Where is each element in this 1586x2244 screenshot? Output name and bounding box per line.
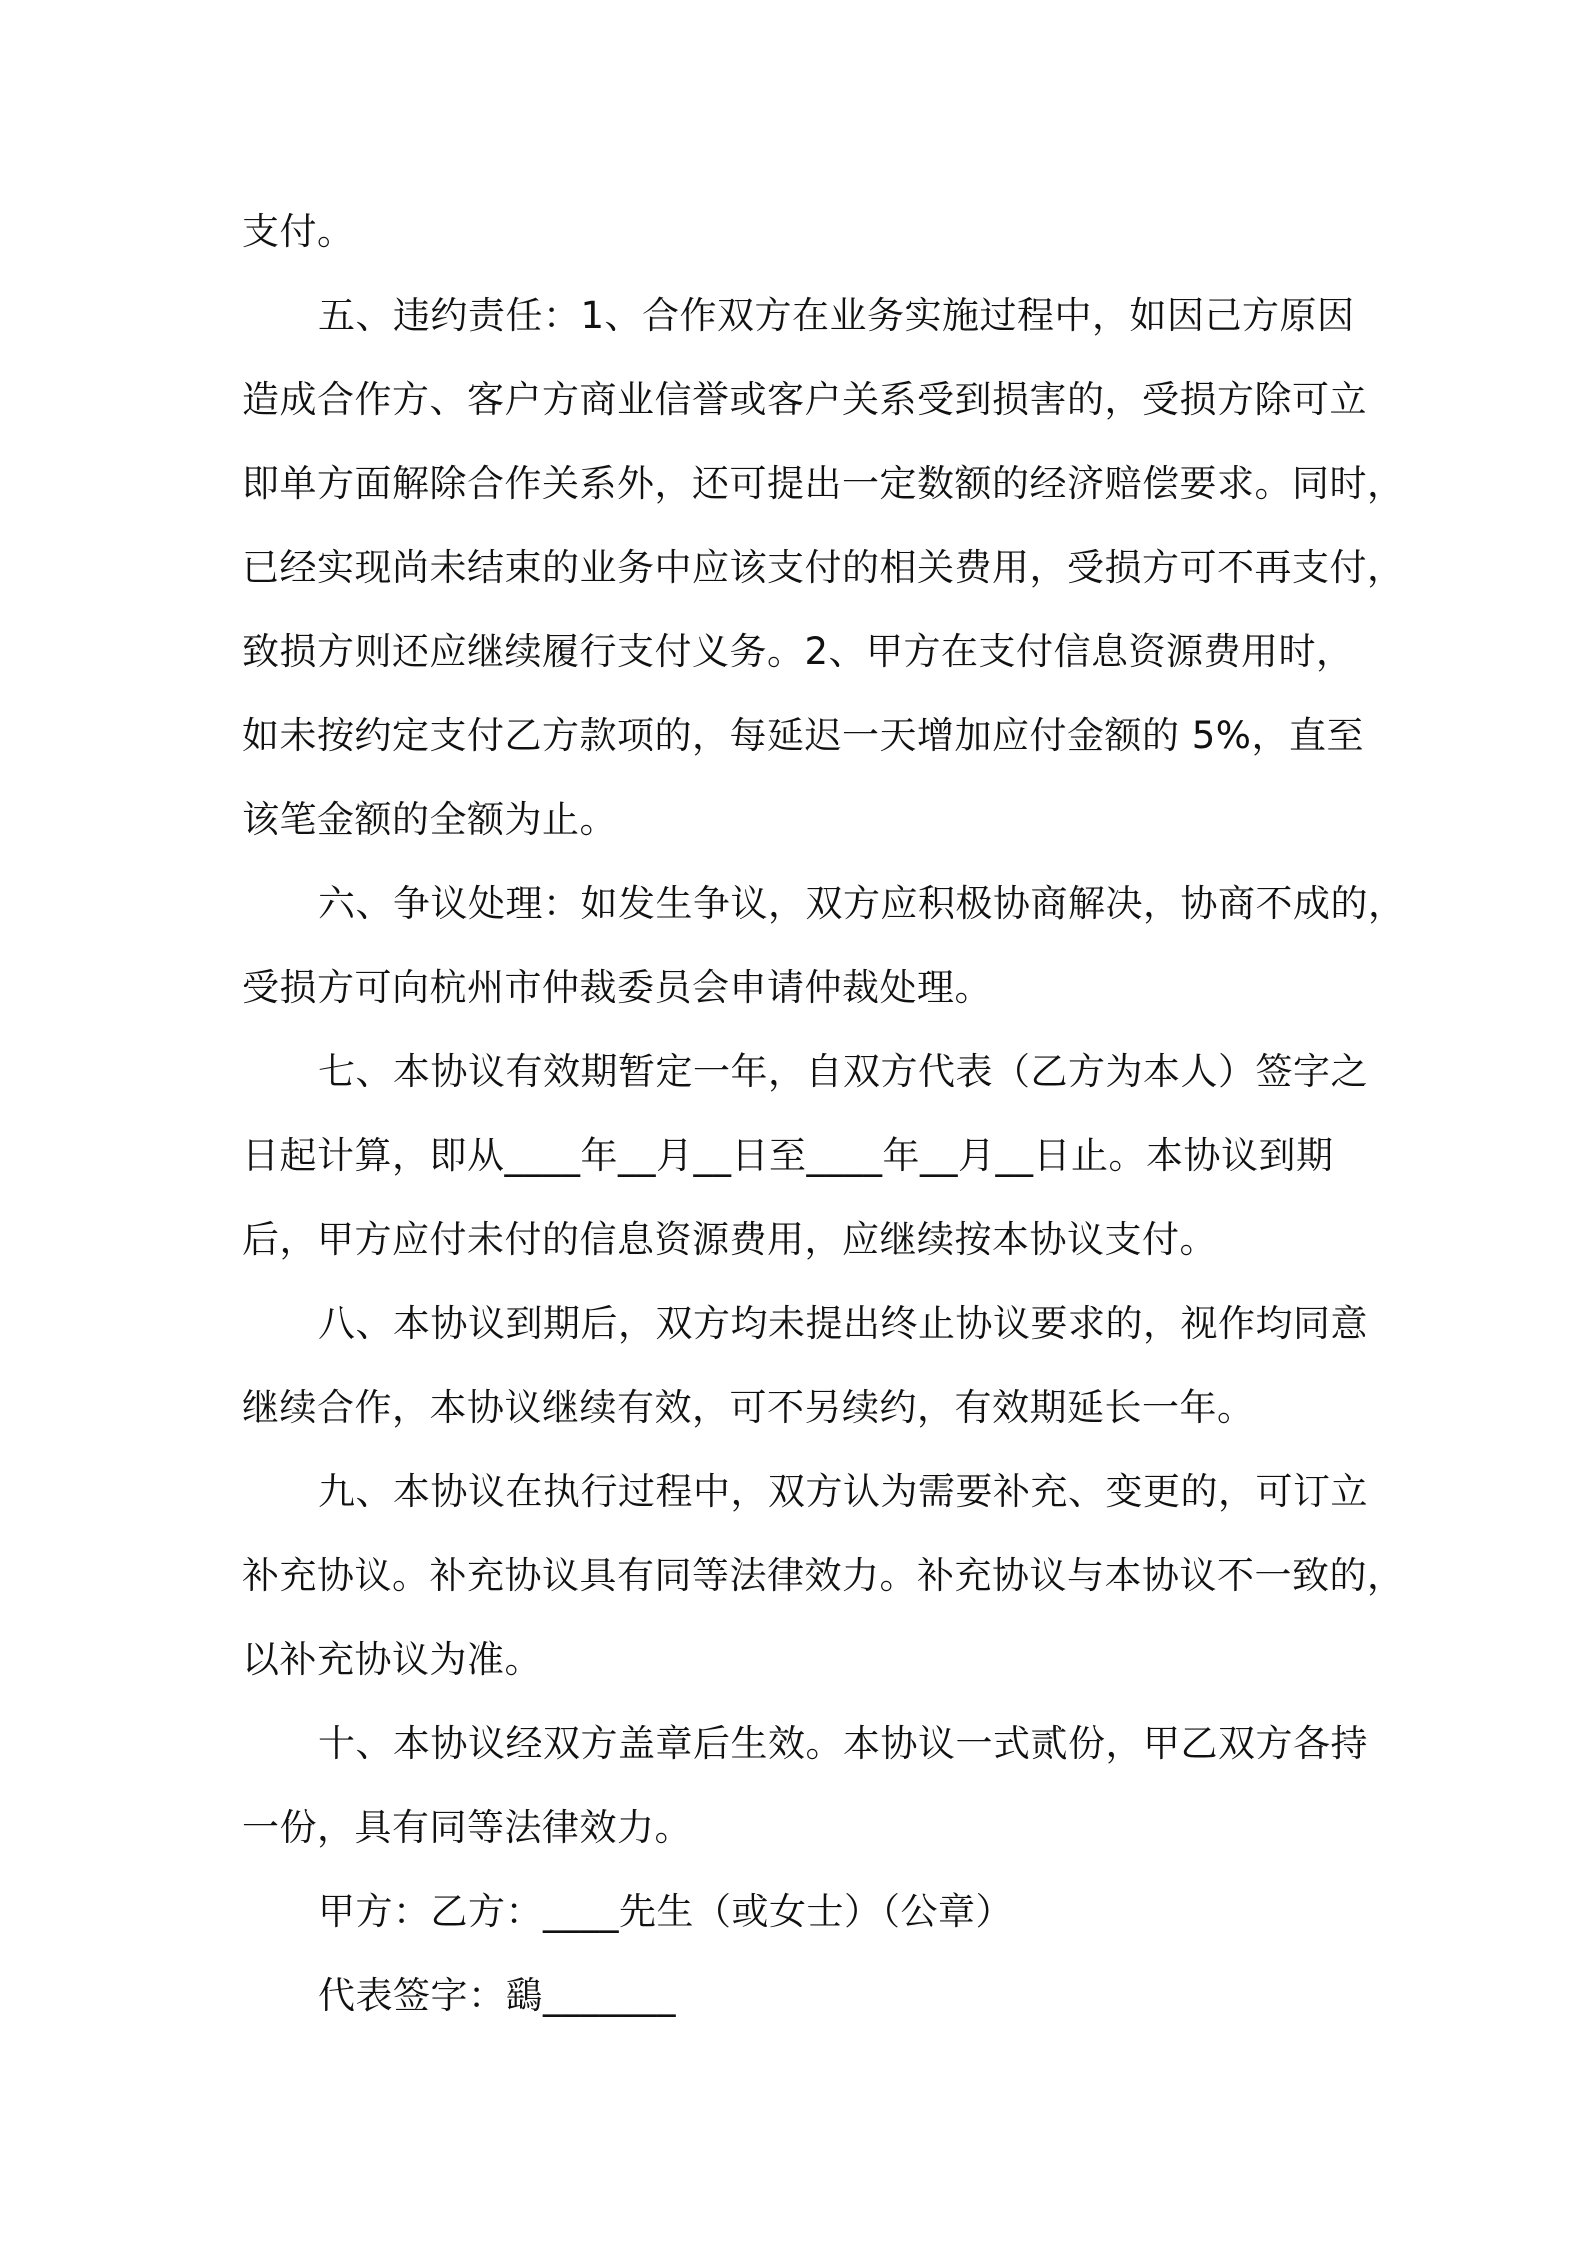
clause-8-line-1: 八、本协议到期后，双方均未提出终止协议要求的，视作均同意 bbox=[318, 1302, 1368, 1345]
clause-7-line-1: 七、本协议有效期暂定一年，自双方代表（乙方为本人）签字之 bbox=[318, 1050, 1368, 1093]
clause-7-line-3: 后，甲方应付未付的信息资源费用，应继续按本协议支付。 bbox=[242, 1218, 1217, 1261]
clause-5-line-7: 该笔金额的全额为止。 bbox=[242, 798, 617, 841]
clause-9-line-2: 补充协议。补充协议具有同等法律效力。补充协议与本协议不一致的， bbox=[242, 1554, 1405, 1597]
clause-6-line-2: 受损方可向杭州市仲裁委员会申请仲裁处理。 bbox=[242, 966, 992, 1009]
signature-line: 代表签字：鷂_______ bbox=[318, 1974, 676, 2017]
document-page bbox=[242, 190, 1406, 2038]
clause-6-line-1: 六、争议处理：如发生争议，双方应积极协商解决，协商不成的， bbox=[318, 882, 1406, 925]
clause-8-line-2: 继续合作，本协议继续有效，可不另续约，有效期延长一年。 bbox=[242, 1386, 1255, 1429]
clause-9-line-3: 以补充协议为准。 bbox=[242, 1638, 542, 1681]
clause-5-line-5: 致损方则还应继续履行支付义务。2、甲方在支付信息资源费用时， bbox=[242, 630, 1354, 673]
clause-5-line-2: 造成合作方、客户方商业信誉或客户关系受到损害的，受损方除可立 bbox=[242, 378, 1367, 421]
clause-5-line-6: 如未按约定支付乙方款项的，每延迟一天增加应付金额的 5%，直至 bbox=[242, 714, 1364, 757]
clause-10-line-2: 一份，具有同等法律效力。 bbox=[242, 1806, 692, 1849]
parties-line: 甲方：乙方：____先生（或女士）（公章） bbox=[318, 1890, 1013, 1933]
text-line: 支付。 bbox=[242, 210, 355, 253]
clause-9-line-1: 九、本协议在执行过程中，双方认为需要补充、变更的，可订立 bbox=[318, 1470, 1368, 1513]
clause-10-line-1: 十、本协议经双方盖章后生效。本协议一式贰份，甲乙双方各持 bbox=[318, 1722, 1368, 1765]
clause-5-line-3: 即单方面解除合作关系外，还可提出一定数额的经济赔偿要求。同时， bbox=[242, 462, 1405, 505]
clause-7-line-2: 日起计算，即从____年__月__日至____年__月__日止。本协议到期 bbox=[242, 1134, 1334, 1177]
clause-5-line-4: 已经实现尚未结束的业务中应该支付的相关费用，受损方可不再支付， bbox=[242, 546, 1405, 589]
clause-5-line-1: 五、违约责任：1、合作双方在业务实施过程中，如因己方原因 bbox=[318, 294, 1355, 337]
